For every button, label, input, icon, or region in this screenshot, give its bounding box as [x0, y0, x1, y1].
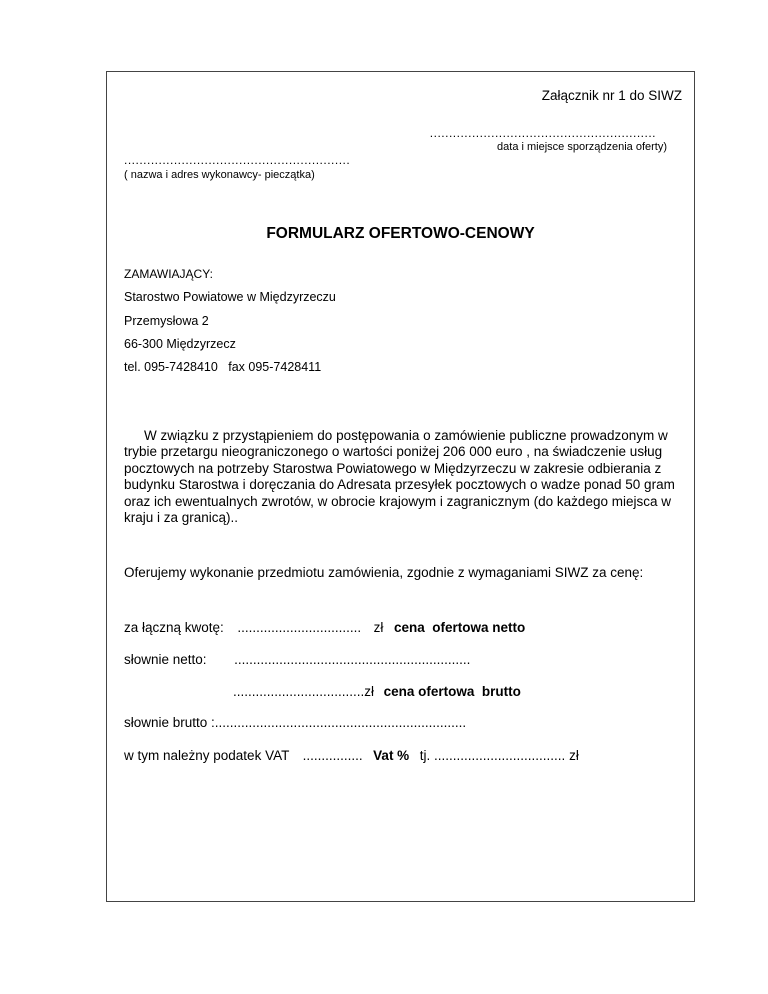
net-price-label: cena ofertowa netto [393, 620, 526, 635]
total-amount-label: za łączną kwotę: [124, 620, 224, 635]
total-currency: zł [373, 620, 384, 635]
gross-price-label: cena ofertowa brutto [383, 684, 521, 699]
vat-percent-label: Vat % [373, 748, 410, 763]
client-street: Przemysłowa 2 [124, 314, 209, 328]
words-gross-field[interactable]: ................................................................... [214, 715, 467, 730]
gross-currency: zł [364, 684, 375, 699]
gross-row [233, 684, 521, 699]
offer-statement: Oferujemy wykonanie przedmiotu zamówienia, zgodnie z wymaganiami SIWZ za cenę: [124, 565, 644, 580]
intro-paragraph-block [124, 428, 689, 526]
words-gross-label: słownie brutto : [124, 715, 215, 730]
contractor-name-field[interactable]: ........................................................... [124, 153, 351, 167]
client-phone-fax: tel. 095-7428410 fax 095-7428411 [124, 360, 322, 374]
vat-tj: tj. [419, 748, 431, 763]
vat-currency: zł [569, 748, 579, 763]
date-place-caption: data i miejsce sporządzenia oferty) [497, 141, 667, 153]
words-net-row [124, 652, 470, 667]
contractor-name-caption: ( nazwa i adres wykonawcy- pieczątka) [124, 169, 315, 181]
intro-paragraph: W związku z przystąpieniem do postępowania o zamówienie publiczne prowadzonym w trybie przetargu nieograniczonego o wartości poniżej 206 000 euro , na świadczenie usług pocztowych na potrzeby Starostwa Powiatowego w Międzyrzeczu w zakresie odbierania z budynku Starostwa i doręczania do Adresata przesyłek pocztowych o wadze ponad 50 gram oraz ich ewentualnych zwrotów, w obrocie krajowym i zagranicznym (do każdego miejsca w kraju i za granicą).. [124, 428, 675, 526]
client-city: 66-300 Międzyrzecz [124, 337, 236, 351]
client-label: ZAMAWIAJĄCY: [124, 267, 213, 281]
client-name: Starostwo Powiatowe w Międzyrzeczu [124, 290, 336, 304]
vat-field[interactable]: ................ [302, 748, 363, 763]
form-page-frame [106, 71, 695, 902]
total-amount-row [124, 620, 525, 635]
annex-label: Załącznik nr 1 do SIWZ [541, 88, 682, 103]
total-amount-field[interactable]: ................................. [237, 620, 362, 635]
form-title: FORMULARZ OFERTOWO-CENOWY [266, 225, 535, 242]
words-gross-row [124, 715, 466, 730]
vat-label: w tym należny podatek VAT [124, 748, 290, 763]
words-net-field[interactable]: ............................................................... [234, 652, 471, 667]
gross-amount-field[interactable]: ................................... [233, 684, 365, 699]
vat-row [124, 748, 579, 763]
words-net-label: słownie netto: [124, 652, 207, 667]
date-place-field[interactable]: ........................................................... [429, 126, 656, 140]
vat-amount-field[interactable]: ................................... [434, 748, 566, 763]
